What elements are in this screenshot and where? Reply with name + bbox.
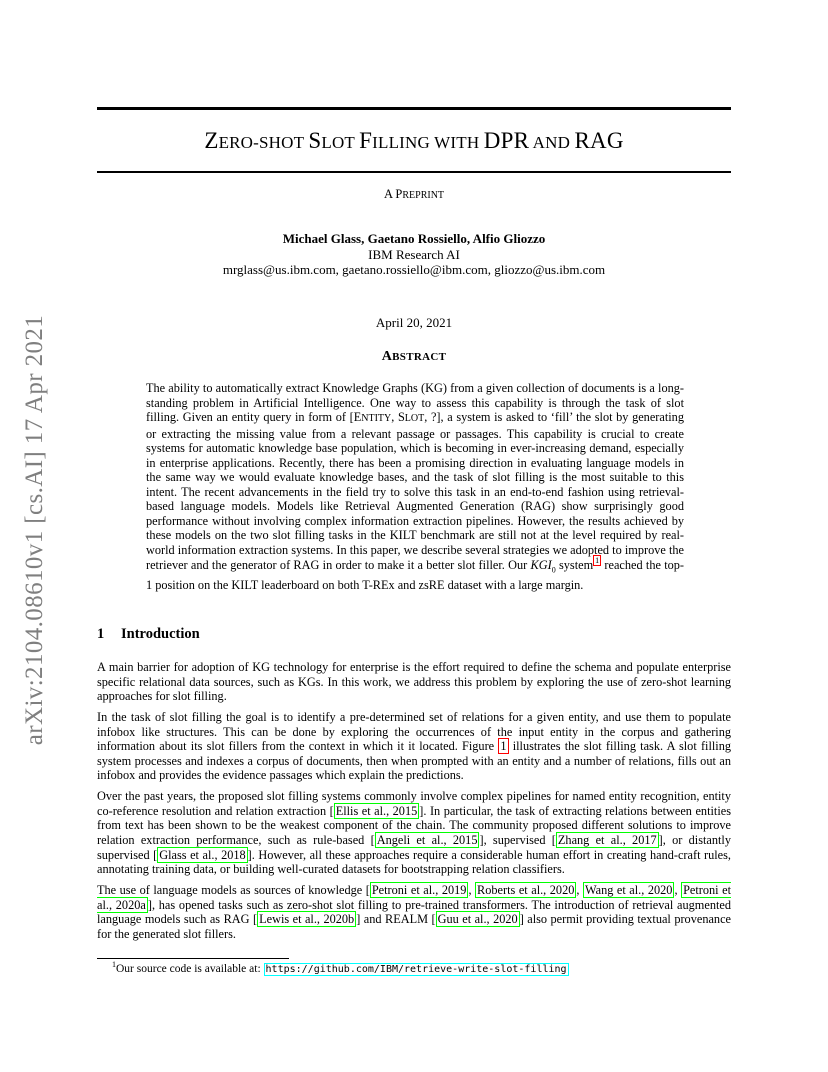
paragraph: In the task of slot filling the goal is to identify a pre-determined set of relations for a given entity, and use them to populate infobox like structures. This can be done by exploring the occurrences of the input entity in the corpus and gathering information about its slot fillers from the context in which it it located. Figure 1 illustrates the slot filling task. A slot filling system processes and indexes a corpus of documents, then when prompted with an entity and a number of relations, fills out an infobox and provides the evidence passages which explain the predictions. bbox=[97, 710, 731, 783]
footnote: $^1$Our source code is available at: https://github.com/IBM/retrieve-write-slot-filling bbox=[112, 960, 567, 975]
figure-link[interactable]: 1 bbox=[500, 739, 507, 754]
citation-link[interactable]: Petroni et al., 2019 bbox=[371, 883, 467, 898]
preprint-label: A PREPRINT bbox=[383, 187, 445, 201]
citation-link[interactable]: Ellis et al., 2015 bbox=[335, 803, 418, 818]
citation-link[interactable]: Glass et al., 2018 bbox=[159, 847, 246, 862]
footnote-rule bbox=[97, 958, 289, 959]
abstract-text: The ability to automatically extract Knowledge Graphs (KG) from a given collection of documents is a long-standing problem in Artificial Intelligence. One way to assess this capability is through the task of slot filling. Given an entity query in form of [ENTITY, SLOT, ?], a system is asked to ‘fill’ the slot by generating or extracting the missing value from a relevant passage or passages. This capability is crucial to create systems for automatic knowledge base population, which is becoming in ever-increasing demand, especially in enterprise applications. Recently, there has been a promising direction in evaluating language models in the same way we would evaluate knowledge bases, and the task of slot filling is the most suitable to this intent. The recent advancements in the field try to solve this task in an end-to-end fashion using retrieval-based language models. Models like Retrieval Augmented Generation (RAG) show surprisingly good performance without involving complex information extraction pipelines. However, the results achieved by these models on the two slot filling tasks in the KILT benchmark are still not at the level required by real-world information extraction systems. In this paper, we describe several strategies we adopted to improve the retriever and the generator of RAG in order to make it a better slot filler. Our $KGI_0$ system $^1$ reached the top-1 position on the KILT leaderboard on both T-REx and zsRE dataset with a large margin. bbox=[146, 381, 684, 592]
paragraph: A main barrier for adoption of KG technology for enterprise is the effort required to define the schema and populate enterprise specific relational data sources, such as KGs. In this work, we address this problem by exploring the use of zero-shot learning approaches for slot filling. bbox=[97, 660, 731, 704]
citation-link[interactable]: Angeli et al., 2015 bbox=[376, 833, 478, 848]
citation-link[interactable]: Guu et al., 2020 bbox=[437, 912, 518, 927]
paragraph: Over the past years, the proposed slot filling systems commonly involve complex pipelines for named entity recognition, entity co-reference resolution and relation extraction [ Ellis et al., 2015 ]. In particular, the task of extracting relations between entities from text has been shown to be the weakest component of the chain. The community proposed different solutions to improve relation extraction performance, such as rule-based [ Angeli et al., 2015 ], supervised [ Zhang et al., 2017 ], or distantly supervised [ Glass et al., 2018 ]. However, all these approaches require a considerable human effort in creating hand-craft rules, annotating training data, or building well-curated datasets for bootstrapping relation classifiers. bbox=[97, 789, 731, 877]
source-code-link[interactable]: https://github.com/IBM/retrieve-write-slot-filling bbox=[265, 964, 567, 975]
title-rule-bottom bbox=[97, 171, 731, 173]
paragraph: The use of language models as sources of knowledge [ Petroni et al., 2019 , Roberts et al., 2020 , Wang et al., 2020 , Petroni et al., 2020a ], has opened tasks such as zero-shot slot filling to pre-trained transformers. The introduction of retrieval augmented language models such as RAG [ Lewis et al., 2020b ] and REALM [ Guu et al., 2020 ] also permit providing textual provenance for the generated slot fillers. bbox=[97, 883, 731, 941]
title-rule-top bbox=[97, 107, 731, 110]
citation-link[interactable]: Lewis et al., 2020b bbox=[259, 912, 355, 927]
citation-link[interactable]: Zhang et al., 2017 bbox=[557, 833, 657, 848]
author-block bbox=[97, 231, 731, 278]
abstract-heading: ABSTRACT bbox=[381, 349, 447, 364]
footnote-link[interactable]: 1 bbox=[595, 556, 600, 566]
author-emails: mrglass@us.ibm.com, gaetano.rossiello@ibm.com, gliozzo@us.ibm.com bbox=[222, 262, 606, 277]
body-text bbox=[97, 660, 731, 948]
paper-title: ZERO-SHOT SLOT FILLING WITH DPR AND RAG bbox=[204, 128, 624, 153]
citation-link[interactable]: Wang et al., 2020 bbox=[585, 883, 673, 898]
arxiv-identifier: arXiv:2104.08610v1 [cs.AI] 17 Apr 2021 bbox=[21, 314, 48, 746]
paper-date: April 20, 2021 bbox=[375, 315, 453, 330]
affiliation: IBM Research AI bbox=[368, 246, 460, 262]
section-heading: 1 Introduction bbox=[97, 626, 200, 642]
citation-link[interactable]: Petroni et al., 2020a bbox=[97, 883, 731, 912]
author-names: Michael Glass, Gaetano Rossiello, Alfio Gliozzo bbox=[282, 231, 546, 246]
citation-link[interactable]: Roberts et al., 2020 bbox=[477, 883, 575, 898]
